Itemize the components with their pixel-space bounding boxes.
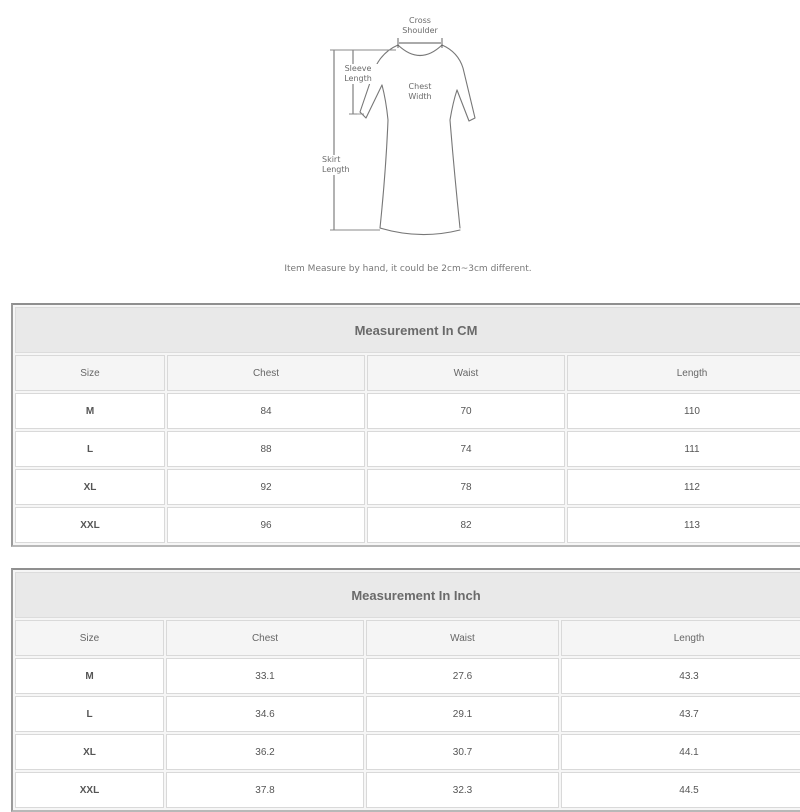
length-cell: 43.3 bbox=[561, 658, 800, 694]
table-row bbox=[15, 696, 800, 732]
size-cell: XXL bbox=[15, 772, 164, 808]
cross-shoulder-label-line1: Cross bbox=[409, 16, 431, 25]
chest-cell: 34.6 bbox=[166, 696, 364, 732]
chest-width-label-line2: Width bbox=[408, 92, 432, 101]
table-row bbox=[15, 772, 800, 808]
table-title-row bbox=[15, 572, 800, 618]
sleeve-length-label bbox=[338, 64, 378, 84]
chest-width-label-line1: Chest bbox=[408, 82, 432, 91]
size-cell: XL bbox=[15, 469, 165, 505]
column-header-size: Size bbox=[15, 355, 165, 391]
length-cell: 43.7 bbox=[561, 696, 800, 732]
length-cell: 111 bbox=[567, 431, 800, 467]
length-cell: 44.5 bbox=[561, 772, 800, 808]
column-header-chest: Chest bbox=[167, 355, 365, 391]
length-cell: 44.1 bbox=[561, 734, 800, 770]
column-header-waist: Waist bbox=[367, 355, 565, 391]
size-cell: XXL bbox=[15, 507, 165, 543]
chest-cell: 96 bbox=[167, 507, 365, 543]
chest-cell: 36.2 bbox=[166, 734, 364, 770]
sleeve-length-label-line1: Sleeve bbox=[344, 64, 372, 73]
sleeve-length-label-line2: Length bbox=[344, 74, 372, 83]
cross-shoulder-label bbox=[398, 16, 442, 36]
waist-cell: 74 bbox=[367, 431, 565, 467]
waist-cell: 30.7 bbox=[366, 734, 559, 770]
skirt-length-label-line1: Skirt bbox=[322, 155, 341, 164]
column-header-size: Size bbox=[15, 620, 164, 656]
size-cell: L bbox=[15, 696, 164, 732]
chest-cell: 92 bbox=[167, 469, 365, 505]
dress-outline-icon bbox=[320, 0, 500, 250]
length-cell: 112 bbox=[567, 469, 800, 505]
size-table-cm bbox=[11, 303, 800, 547]
length-cell: 113 bbox=[567, 507, 800, 543]
cross-shoulder-label-line2: Shoulder bbox=[402, 26, 438, 35]
table-row bbox=[15, 469, 800, 505]
waist-cell: 78 bbox=[367, 469, 565, 505]
chest-cell: 84 bbox=[167, 393, 365, 429]
dress-measurement-diagram bbox=[320, 0, 500, 250]
size-cell: M bbox=[15, 393, 165, 429]
column-header-length: Length bbox=[567, 355, 800, 391]
table-title-row bbox=[15, 307, 800, 353]
chest-cell: 33.1 bbox=[166, 658, 364, 694]
chest-cell: 88 bbox=[167, 431, 365, 467]
waist-cell: 70 bbox=[367, 393, 565, 429]
table-row bbox=[15, 393, 800, 429]
size-table-inch bbox=[11, 568, 800, 812]
chest-width-label bbox=[402, 82, 438, 102]
column-header-length: Length bbox=[561, 620, 800, 656]
chest-cell: 37.8 bbox=[166, 772, 364, 808]
waist-cell: 32.3 bbox=[366, 772, 559, 808]
table-row bbox=[15, 734, 800, 770]
waist-cell: 27.6 bbox=[366, 658, 559, 694]
size-cell: L bbox=[15, 431, 165, 467]
table-header-row bbox=[15, 355, 800, 391]
waist-cell: 29.1 bbox=[366, 696, 559, 732]
column-header-chest: Chest bbox=[166, 620, 364, 656]
skirt-length-label bbox=[322, 155, 362, 175]
skirt-length-label-line2: Length bbox=[322, 165, 350, 174]
table-row bbox=[15, 658, 800, 694]
measurement-note: Item Measure by hand, it could be 2cm~3cm different. bbox=[284, 264, 532, 274]
size-cell: M bbox=[15, 658, 164, 694]
table-title: Measurement In Inch bbox=[15, 572, 800, 618]
size-cell: XL bbox=[15, 734, 164, 770]
waist-cell: 82 bbox=[367, 507, 565, 543]
table-row bbox=[15, 431, 800, 467]
column-header-waist: Waist bbox=[366, 620, 559, 656]
table-title: Measurement In CM bbox=[15, 307, 800, 353]
table-row bbox=[15, 507, 800, 543]
table-header-row bbox=[15, 620, 800, 656]
length-cell: 110 bbox=[567, 393, 800, 429]
